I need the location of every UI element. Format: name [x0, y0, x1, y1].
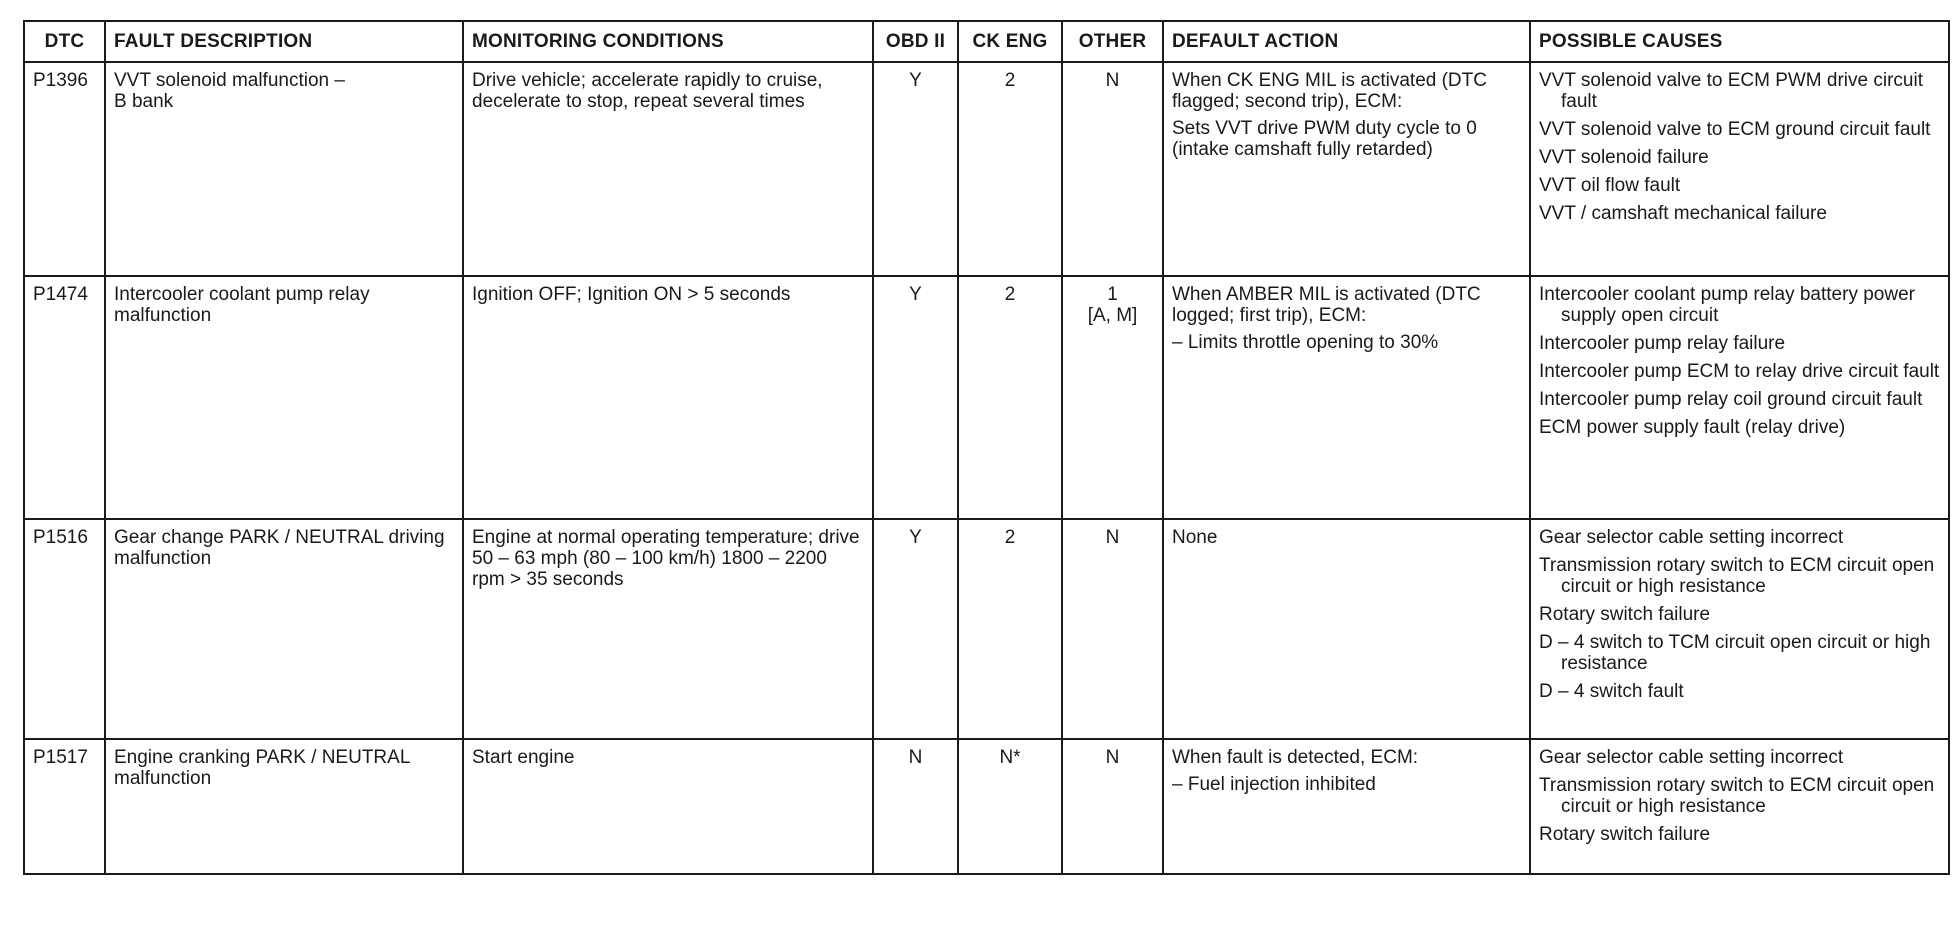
possible-cause-item: VVT oil flow fault: [1539, 175, 1681, 196]
default-action-line: – Fuel injection inhibited: [1172, 774, 1376, 795]
possible-cause-item: D – 4 switch to TCM circuit open circuit or high resistance: [1539, 632, 1931, 674]
default-action-line: Sets VVT drive PWM duty cycle to 0 (intake camshaft fully retarded): [1172, 118, 1477, 160]
dtc-table: [23, 20, 1950, 875]
ck-eng-cell: 2: [958, 62, 1062, 276]
possible-cause-item: VVT solenoid valve to ECM ground circuit fault: [1539, 119, 1931, 140]
table-header-row: [24, 21, 1949, 62]
fault-description-cell: Engine cranking PARK / NEUTRAL malfunction: [105, 739, 463, 874]
possible-cause-item: Gear selector cable setting incorrect: [1539, 747, 1844, 768]
possible-cause-item: VVT / camshaft mechanical failure: [1539, 203, 1827, 224]
monitoring-conditions-cell: Drive vehicle; accelerate rapidly to cruise, decelerate to stop, repeat several times: [463, 62, 873, 276]
header-possible-causes: POSSIBLE CAUSES: [1530, 21, 1949, 62]
header-default-action: DEFAULT ACTION: [1163, 21, 1530, 62]
possible-cause-item: Transmission rotary switch to ECM circuit open circuit or high resistance: [1539, 555, 1935, 597]
ck-eng-cell: N*: [958, 739, 1062, 874]
dtc-code-cell: P1474: [24, 276, 105, 519]
header-dtc: DTC: [24, 21, 105, 62]
possible-causes-cell: [1530, 62, 1949, 276]
default-action-cell: [1163, 62, 1530, 276]
monitoring-conditions-cell: Ignition OFF; Ignition ON > 5 seconds: [463, 276, 873, 519]
ck-eng-cell: 2: [958, 519, 1062, 739]
default-action-line: None: [1172, 527, 1218, 548]
possible-cause-item: VVT solenoid failure: [1539, 147, 1709, 168]
default-action-line: When AMBER MIL is activated (DTC logged; first trip), ECM:: [1172, 284, 1481, 326]
dtc-code-cell: P1516: [24, 519, 105, 739]
table-row: [24, 276, 1949, 519]
possible-cause-item: Intercooler pump ECM to relay drive circuit fault: [1539, 361, 1940, 382]
possible-causes-cell: [1530, 739, 1949, 874]
other-cell: 1 [A, M]: [1062, 276, 1163, 519]
obd-ii-cell: Y: [873, 62, 958, 276]
default-action-cell: [1163, 276, 1530, 519]
dtc-document-page: [23, 20, 1948, 875]
possible-cause-item: Intercooler coolant pump relay battery power supply open circuit: [1539, 284, 1915, 326]
other-cell: N: [1062, 62, 1163, 276]
default-action-line: When fault is detected, ECM:: [1172, 747, 1419, 768]
possible-cause-item: Transmission rotary switch to ECM circuit open circuit or high resistance: [1539, 775, 1935, 817]
possible-cause-item: D – 4 switch fault: [1539, 681, 1684, 702]
ck-eng-cell: 2: [958, 276, 1062, 519]
default-action-line: When CK ENG MIL is activated (DTC flagged; second trip), ECM:: [1172, 70, 1487, 112]
monitoring-conditions-cell: Start engine: [463, 739, 873, 874]
obd-ii-cell: Y: [873, 519, 958, 739]
header-ck-eng: CK ENG: [958, 21, 1062, 62]
default-action-line: – Limits throttle opening to 30%: [1172, 332, 1439, 353]
possible-cause-item: Rotary switch failure: [1539, 824, 1711, 845]
possible-cause-item: Intercooler pump relay failure: [1539, 333, 1786, 354]
header-monitoring-conditions: MONITORING CONDITIONS: [463, 21, 873, 62]
fault-description-cell: Gear change PARK / NEUTRAL driving malfunction: [105, 519, 463, 739]
default-action-cell: [1163, 739, 1530, 874]
possible-cause-item: Intercooler pump relay coil ground circuit fault: [1539, 389, 1923, 410]
table-row: [24, 62, 1949, 276]
other-cell: N: [1062, 519, 1163, 739]
table-row: [24, 739, 1949, 874]
possible-cause-item: Rotary switch failure: [1539, 604, 1711, 625]
possible-causes-cell: [1530, 276, 1949, 519]
header-other: OTHER: [1062, 21, 1163, 62]
dtc-code-cell: P1517: [24, 739, 105, 874]
obd-ii-cell: N: [873, 739, 958, 874]
header-fault-description: FAULT DESCRIPTION: [105, 21, 463, 62]
possible-cause-item: ECM power supply fault (relay drive): [1539, 417, 1846, 438]
obd-ii-cell: Y: [873, 276, 958, 519]
fault-description-cell: VVT solenoid malfunction – B bank: [105, 62, 463, 276]
header-obd-ii: OBD II: [873, 21, 958, 62]
dtc-code-cell: P1396: [24, 62, 105, 276]
fault-description-cell: Intercooler coolant pump relay malfunction: [105, 276, 463, 519]
other-cell: N: [1062, 739, 1163, 874]
possible-cause-item: VVT solenoid valve to ECM PWM drive circuit fault: [1539, 70, 1923, 112]
monitoring-conditions-cell: Engine at normal operating temperature; drive 50 – 63 mph (80 – 100 km/h) 1800 – 2200 rpm > 35 seconds: [463, 519, 873, 739]
possible-causes-cell: [1530, 519, 1949, 739]
table-row: [24, 519, 1949, 739]
default-action-cell: [1163, 519, 1530, 739]
possible-cause-item: Gear selector cable setting incorrect: [1539, 527, 1844, 548]
